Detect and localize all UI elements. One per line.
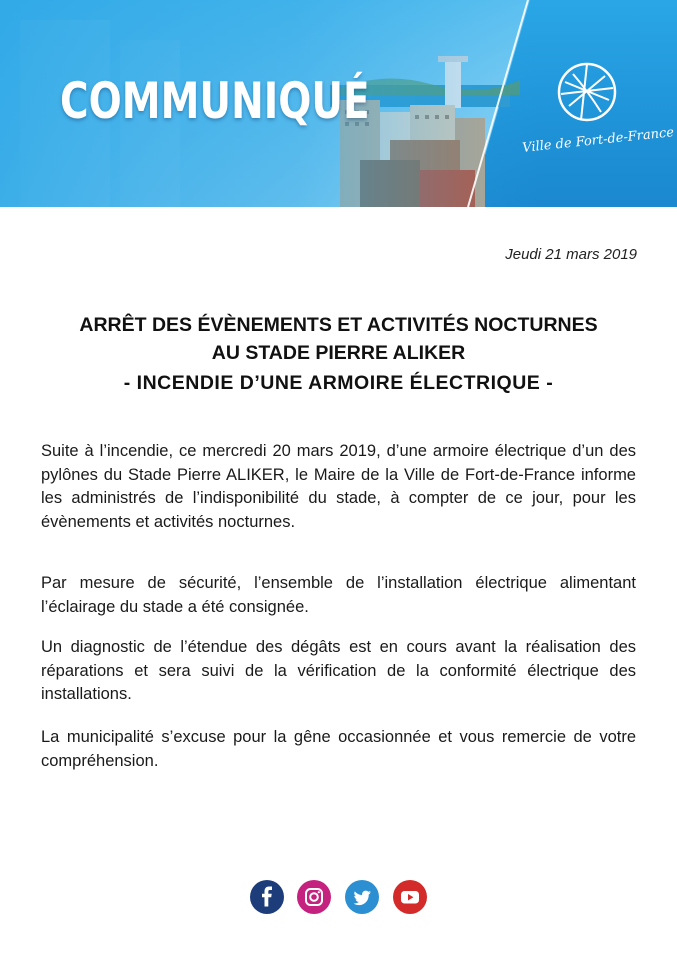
city-logo-icon bbox=[555, 60, 619, 124]
headline-line-3: - INCENDIE D’UNE ARMOIRE ÉLECTRIQUE - bbox=[123, 372, 554, 394]
headline-line-1: ARRÊT DES ÉVÈNEMENTS ET ACTIVITÉS NOCTURNES bbox=[79, 314, 598, 336]
headline-line-2: AU STADE PIERRE ALIKER bbox=[211, 342, 466, 364]
banner-title: COMMUNIQUÉ bbox=[60, 72, 370, 130]
body-paragraph-4: La municipalité s’excuse pour la gêne occasionnée et vous remercie de votre compréhension. bbox=[41, 728, 636, 770]
body-paragraph-1: Suite à l’incendie, ce mercredi 20 mars 2019, d’une armoire électrique d’un des pylônes du Stade Pierre ALIKER, le Maire de la Ville de Fort-de-France informe les administrés de l’indisponibilité du stade, à compter de ce jour, pour les évènements et activités nocturnes. bbox=[41, 442, 636, 531]
body-paragraph-3: Un diagnostic de l’étendue des dégâts est en cours avant la réalisation des réparations et sera suivi de la vérification de la conformité électrique des installations. bbox=[41, 638, 636, 703]
document-date: Jeudi 21 mars 2019 bbox=[505, 246, 637, 263]
body-paragraph-2: Par mesure de sécurité, l’ensemble de l’installation électrique alimentant l’éclairage du stade a été consignée. bbox=[41, 574, 636, 616]
header-banner bbox=[0, 0, 677, 207]
facebook-icon[interactable] bbox=[250, 880, 284, 914]
twitter-icon[interactable] bbox=[345, 880, 379, 914]
youtube-icon[interactable] bbox=[393, 880, 427, 914]
instagram-icon[interactable] bbox=[297, 880, 331, 914]
logo-signature: Ville de Fort-de-France bbox=[521, 125, 675, 156]
